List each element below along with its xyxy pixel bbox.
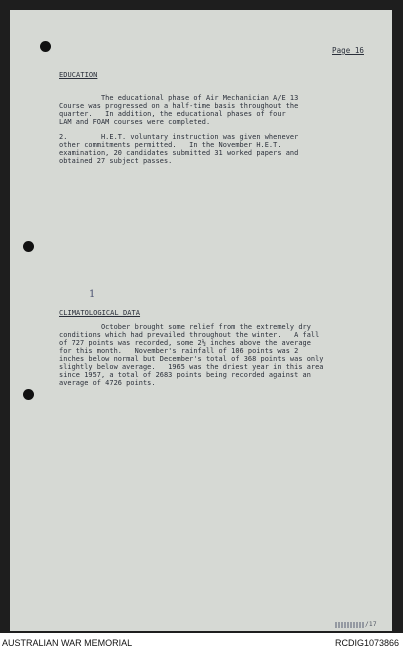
punch-hole-top	[40, 41, 51, 52]
text-line: since 1957, a total of 2683 points being recorded against an	[59, 371, 311, 379]
punch-hole-middle	[23, 241, 34, 252]
document-page	[10, 10, 392, 631]
text-line: average of 4726 points.	[59, 379, 156, 387]
text-line: inches below normal but December's total of 368 points was only	[59, 355, 324, 363]
archive-stamp	[335, 622, 365, 628]
text-line: 2. H.E.T. voluntary instruction was given whenever	[59, 133, 299, 141]
text-line: for this month. November's rainfall of 106 points was 2	[59, 347, 299, 355]
text-line: of 727 points was recorded, some 2½ inches above the average	[59, 339, 311, 347]
text-line: other commitments permitted. In the November H.E.T.	[59, 141, 282, 149]
text-line: conditions which had prevailed throughout the winter. A fall	[59, 331, 320, 339]
text-line: obtained 27 subject passes.	[59, 157, 173, 165]
text-line: LAM and FOAM courses were completed.	[59, 118, 211, 126]
folio-number: /17	[365, 621, 377, 628]
text-line: The educational phase of Air Mechanician A/E 13	[59, 94, 299, 102]
education-heading: EDUCATION	[59, 71, 98, 79]
footer-source: AUSTRALIAN WAR MEMORIAL	[2, 638, 133, 648]
handwritten-annotation: 1	[89, 289, 96, 300]
footer-record-id: RCDIG1073866	[334, 638, 399, 648]
climatological-heading: CLIMATOLOGICAL DATA	[59, 309, 141, 317]
text-line: quarter. In addition, the educational phases of four	[59, 110, 286, 118]
punch-hole-bottom	[23, 389, 34, 400]
text-line: October brought some relief from the extremely dry	[59, 323, 311, 331]
text-line: Course was progressed on a half-time basis throughout the	[59, 102, 299, 110]
page-number: Page 16	[332, 46, 364, 55]
footer-bar	[0, 633, 403, 653]
text-line: slightly below average. 1965 was the driest year in this area	[59, 363, 324, 371]
text-line: examination, 20 candidates submitted 31 worked papers and	[59, 149, 299, 157]
